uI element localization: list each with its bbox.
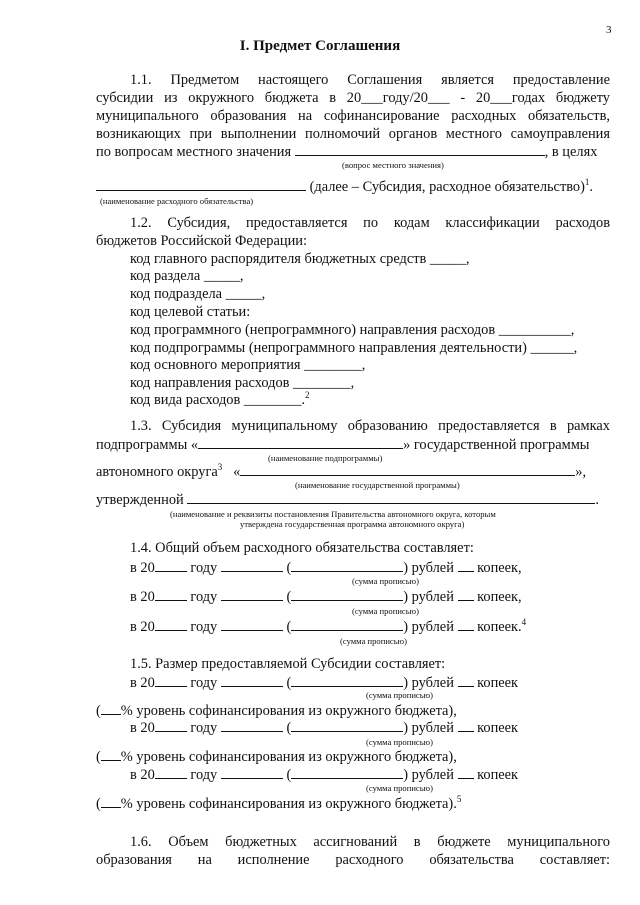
kop-text: копеек — [477, 767, 519, 783]
p4-year-row — [130, 588, 522, 606]
year-prefix: в 20 — [130, 589, 155, 605]
open-paren: ( — [286, 675, 292, 691]
p1-line-3: муниципального образования на софинансирование расходных обязательств, — [96, 108, 610, 124]
p1-line-5 — [96, 143, 597, 161]
code-line — [130, 392, 310, 409]
amount-blank[interactable] — [221, 618, 283, 631]
caption-sum: (сумма прописью) — [352, 606, 419, 616]
cofin-row: ( % уровень софинансирования из окружного бюджета).$^5$ — [96, 794, 462, 812]
footnote-5: 5 — [456, 794, 462, 805]
year-blank[interactable] — [155, 674, 187, 687]
year-blank[interactable] — [155, 618, 187, 631]
year-word: году — [190, 767, 218, 783]
obligation-blank[interactable] — [96, 178, 306, 191]
caption-sum: (сумма прописью) — [352, 576, 419, 586]
p5-line-1: 1.5. Размер предоставляемой Субсидии составляет: — [130, 656, 446, 672]
cofin-blank[interactable] — [101, 748, 121, 761]
p1-line-5-end: , в целях — [544, 144, 598, 160]
caption-subprogram: (наименование подпрограммы) — [268, 453, 383, 463]
amount-blank[interactable] — [221, 559, 283, 572]
kop-text: копеек, — [477, 589, 522, 605]
code-line: код целевой статьи: — [130, 304, 251, 320]
year-prefix: в 20 — [130, 675, 155, 691]
p1-line-1: 1.1. Предметом настоящего Соглашения является предоставление — [130, 72, 610, 88]
year-prefix: в 20 — [130, 619, 155, 635]
year-word: году — [190, 560, 218, 576]
cofin-blank[interactable] — [101, 702, 121, 715]
program-blank[interactable] — [240, 463, 575, 476]
p3-line-2-end: » государственной программы — [403, 437, 590, 453]
open-paren: ( — [286, 720, 292, 736]
p3-line-4-end: . — [595, 492, 599, 508]
code-line-text: код вида расходов ________. — [130, 392, 306, 408]
open-paren: ( — [286, 767, 292, 783]
p2-line-2: бюджетов Российской Федерации: — [96, 233, 307, 249]
resolution-blank[interactable] — [187, 491, 595, 504]
sum-words-blank[interactable] — [291, 719, 403, 732]
caption-sum: (сумма прописью) — [366, 737, 433, 747]
caption-sum: (сумма прописью) — [366, 690, 433, 700]
sum-words-blank[interactable] — [291, 674, 403, 687]
year-prefix: в 20 — [130, 720, 155, 736]
amount-blank[interactable] — [221, 766, 283, 779]
p3-line-3-end: », — [575, 464, 587, 480]
year-prefix: в 20 — [130, 767, 155, 783]
open-paren: ( — [286, 589, 292, 605]
code-line: код раздела _____, — [130, 268, 244, 284]
amount-blank[interactable] — [221, 588, 283, 601]
code-line: код главного распорядителя бюджетных средств _____, — [130, 251, 470, 267]
kop-blank[interactable] — [458, 766, 474, 779]
code-line: код программного (непрограммного) направления расходов __________, — [130, 322, 575, 338]
sum-words-blank[interactable] — [291, 766, 403, 779]
p1-line-6-end: . — [589, 179, 594, 195]
cofin-row: ( % уровень софинансирования из окружного бюджета), — [96, 703, 457, 719]
kop-blank[interactable] — [458, 674, 474, 687]
amount-blank[interactable] — [221, 674, 283, 687]
cofin-blank[interactable] — [101, 795, 121, 808]
p1-line-2: субсидии из окружного бюджета в 20___году/20___ - 20___годах бюджету — [96, 90, 610, 106]
p4-line-1: 1.4. Общий объем расходного обязательства составляет: — [130, 540, 474, 556]
caption-program: (наименование государственной программы) — [295, 480, 460, 490]
p1-line-4: возникающих при выполнении полномочий органов местного самоуправления — [96, 126, 610, 142]
caption-sum: (сумма прописью) — [340, 636, 407, 646]
p3-line-2-start: подпрограммы « — [96, 437, 199, 453]
p3-line-2 — [96, 436, 589, 454]
cofin-text: % уровень софинансирования из окружного бюджета). — [120, 796, 457, 812]
footnote-3: 3 — [217, 462, 223, 473]
p5-year-row — [130, 719, 518, 737]
footnote-4: 4 — [521, 617, 527, 628]
p3-line-3-quote: « — [233, 464, 241, 480]
year-word: году — [190, 720, 218, 736]
cofin-text: % уровень софинансирования из окружного бюджета), — [120, 749, 457, 765]
code-line: код основного мероприятия ________, — [130, 357, 366, 373]
kop-text: копеек — [477, 675, 519, 691]
rub-text: ) рублей — [403, 619, 454, 635]
p6-line-2: образования на исполнение расходного обязательства составляет: — [96, 852, 610, 868]
p2-line-1: 1.2. Субсидия, предоставляется по кодам классификации расходов — [130, 215, 610, 231]
p3-line-3 — [96, 463, 586, 481]
kop-blank[interactable] — [458, 559, 474, 572]
cofin-row: ( % уровень софинансирования из окружного бюджета), — [96, 749, 457, 765]
code-line: код направления расходов ________, — [130, 375, 355, 391]
subprogram-blank[interactable] — [198, 436, 403, 449]
footnote-1: 1 — [584, 177, 590, 188]
question-blank[interactable] — [295, 143, 545, 156]
year-word: году — [190, 619, 218, 635]
caption-obligation: (наименование расходного обязательства) — [100, 196, 254, 206]
kop-blank[interactable] — [458, 719, 474, 732]
p3-line-3-start: автономного округа — [96, 464, 218, 480]
year-blank[interactable] — [155, 766, 187, 779]
p6-line-1: 1.6. Объем бюджетных ассигнований в бюджете муниципального — [130, 834, 610, 850]
rub-text: ) рублей — [403, 720, 454, 736]
rub-text: ) рублей — [403, 767, 454, 783]
code-line: код подраздела _____, — [130, 286, 266, 302]
page-number: 3 — [606, 24, 612, 36]
caption-question: (вопрос местного значения) — [342, 160, 444, 170]
kop-text: копеек, — [477, 560, 522, 576]
year-blank[interactable] — [155, 719, 187, 732]
code-line: код подпрограммы (непрограммного направления деятельности) ______, — [130, 340, 578, 356]
year-blank[interactable] — [155, 559, 187, 572]
p5-year-row — [130, 674, 518, 692]
caption-resolution-1: (наименование и реквизиты постановления Правительства автономного округа, которым — [170, 509, 496, 519]
sum-words-blank[interactable] — [291, 618, 403, 631]
rub-text: ) рублей — [403, 675, 454, 691]
sum-words-blank[interactable] — [291, 559, 403, 572]
sum-words-blank[interactable] — [291, 588, 403, 601]
kop-blank[interactable] — [458, 618, 474, 631]
rub-text: ) рублей — [403, 589, 454, 605]
section-title: I. Предмет Соглашения — [239, 38, 401, 54]
kop-text: копеек. — [477, 619, 522, 635]
rub-text: ) рублей — [403, 560, 454, 576]
footnote-2: 2 — [305, 390, 310, 401]
p1-line-5-start: по вопросам местного значения — [96, 144, 292, 160]
year-prefix: в 20 — [130, 560, 155, 576]
kop-text: копеек — [477, 720, 519, 736]
open-paren: ( — [286, 619, 292, 635]
p3-line-4 — [96, 491, 599, 509]
open-paren: ( — [286, 560, 292, 576]
p4-year-row — [130, 618, 526, 636]
amount-blank[interactable] — [221, 719, 283, 732]
caption-sum: (сумма прописью) — [366, 783, 433, 793]
year-word: году — [190, 675, 218, 691]
p1-line-6 — [96, 178, 593, 196]
cofin-text: % уровень софинансирования из окружного бюджета), — [120, 703, 457, 719]
year-blank[interactable] — [155, 588, 187, 601]
p1-line-6-text: (далее – Субсидия, расходное обязательство) — [309, 179, 585, 195]
p3-line-1: 1.3. Субсидия муниципальному образованию предоставляется в рамках — [130, 418, 610, 434]
caption-resolution-2: утверждена государственная программа автономного округа) — [240, 519, 465, 529]
year-word: году — [190, 589, 218, 605]
p4-year-row — [130, 559, 522, 577]
p3-line-4-start: утвержденной — [96, 492, 184, 508]
p5-year-row — [130, 766, 518, 784]
kop-blank[interactable] — [458, 588, 474, 601]
